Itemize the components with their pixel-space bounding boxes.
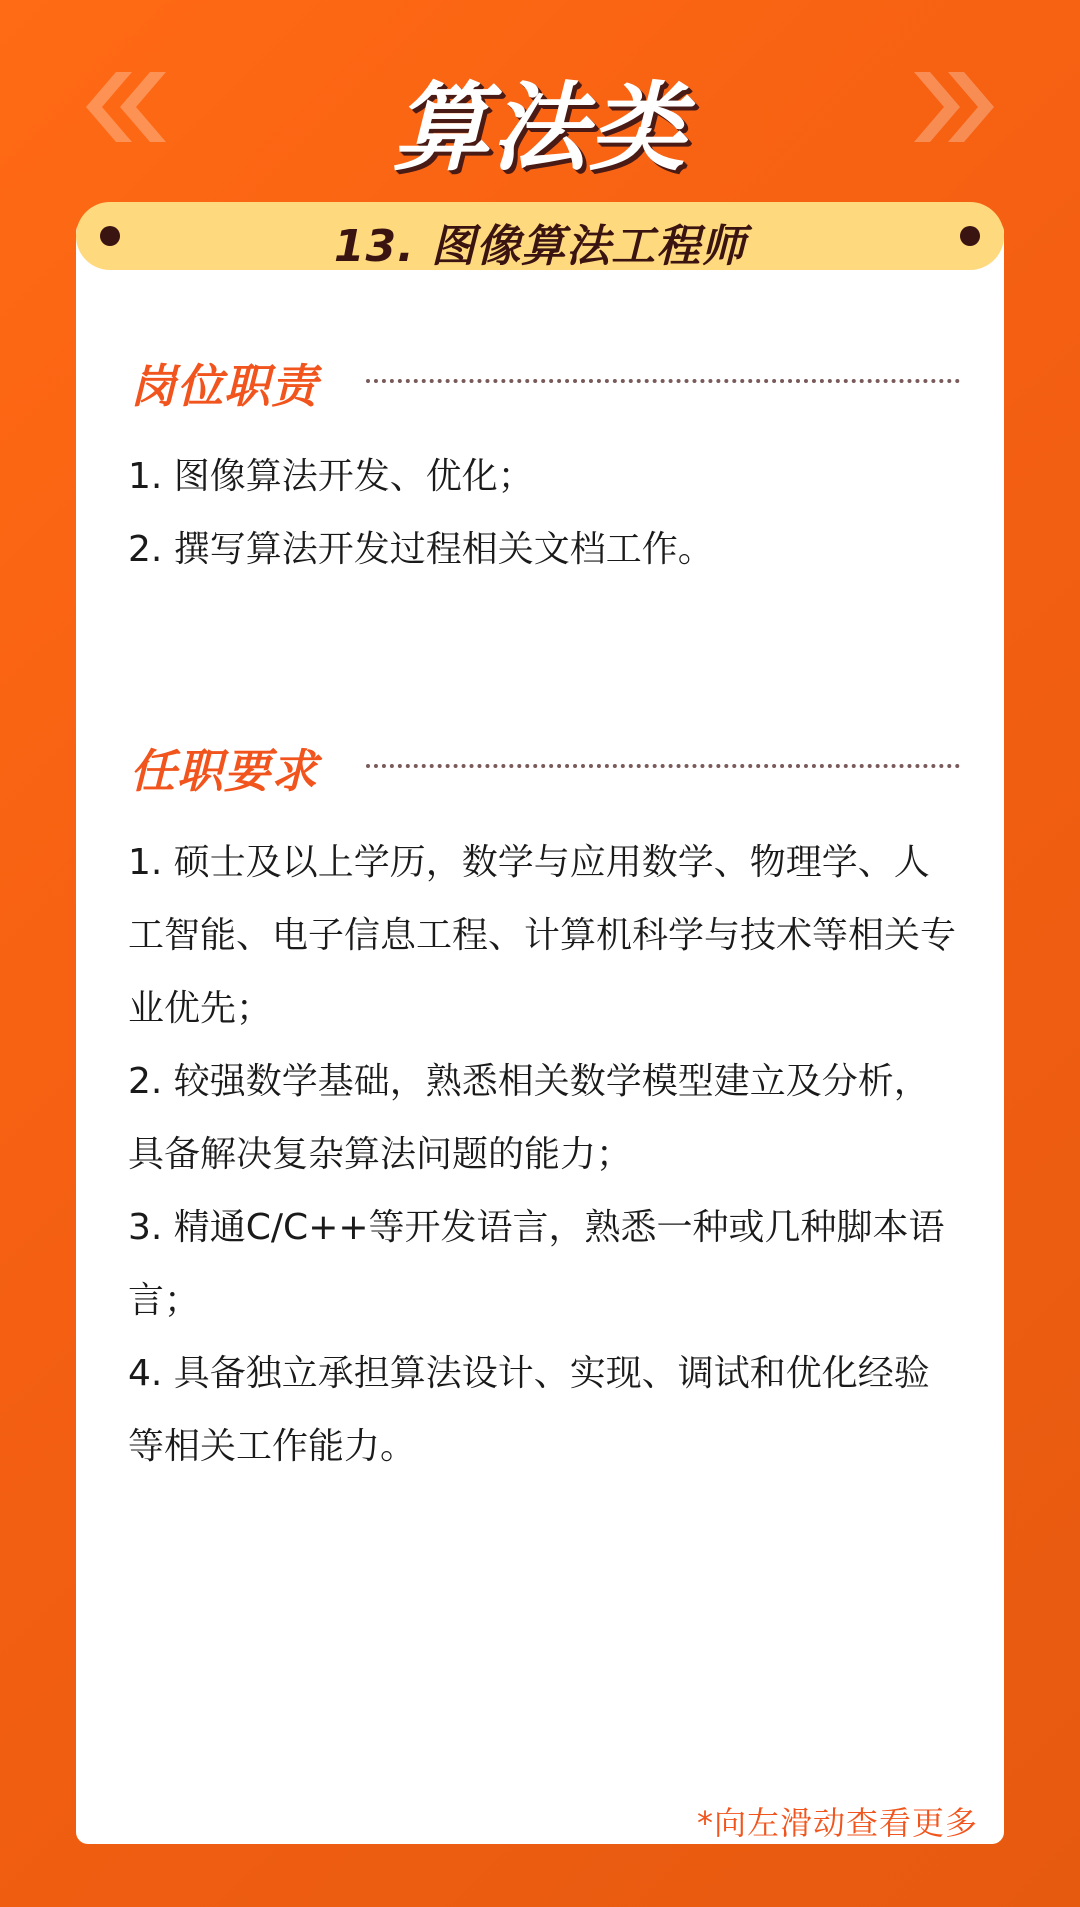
banner-dot-right [960,226,980,246]
double-chevron-right-icon[interactable] [904,72,994,142]
requirements-list [128,826,960,1483]
section-divider-requirements [366,764,960,768]
list-item: 1. 图像算法开发、优化； [128,456,534,497]
swipe-hint: *向左滑动查看更多 [696,1804,978,1842]
section-heading-requirements: 任职要求 [130,744,318,798]
job-title-banner [76,202,1004,270]
list-item: 2. 撰写算法开发过程相关文档工作。 [128,529,714,570]
section-heading-responsibilities: 岗位职责 [130,359,318,413]
header [0,0,1080,190]
responsibilities-list [128,440,960,586]
list-item: 2. 较强数学基础，熟悉相关数学模型建立及分析，具备解决复杂算法问题的能力； [128,1061,930,1175]
page-title: 算法类 [393,72,687,184]
section-divider-responsibilities [366,379,960,383]
list-item: 1. 硕士及以上学历，数学与应用数学、物理学、人工智能、电子信息工程、计算机科学与技术等相关专业优先； [128,842,957,1029]
job-title: 13. 图像算法工程师 [333,221,747,272]
list-item: 3. 精通C/C++等开发语言，熟悉一种或几种脚本语言； [128,1207,945,1321]
list-item: 4. 具备独立承担算法设计、实现、调试和优化经验等相关工作能力。 [128,1353,930,1467]
